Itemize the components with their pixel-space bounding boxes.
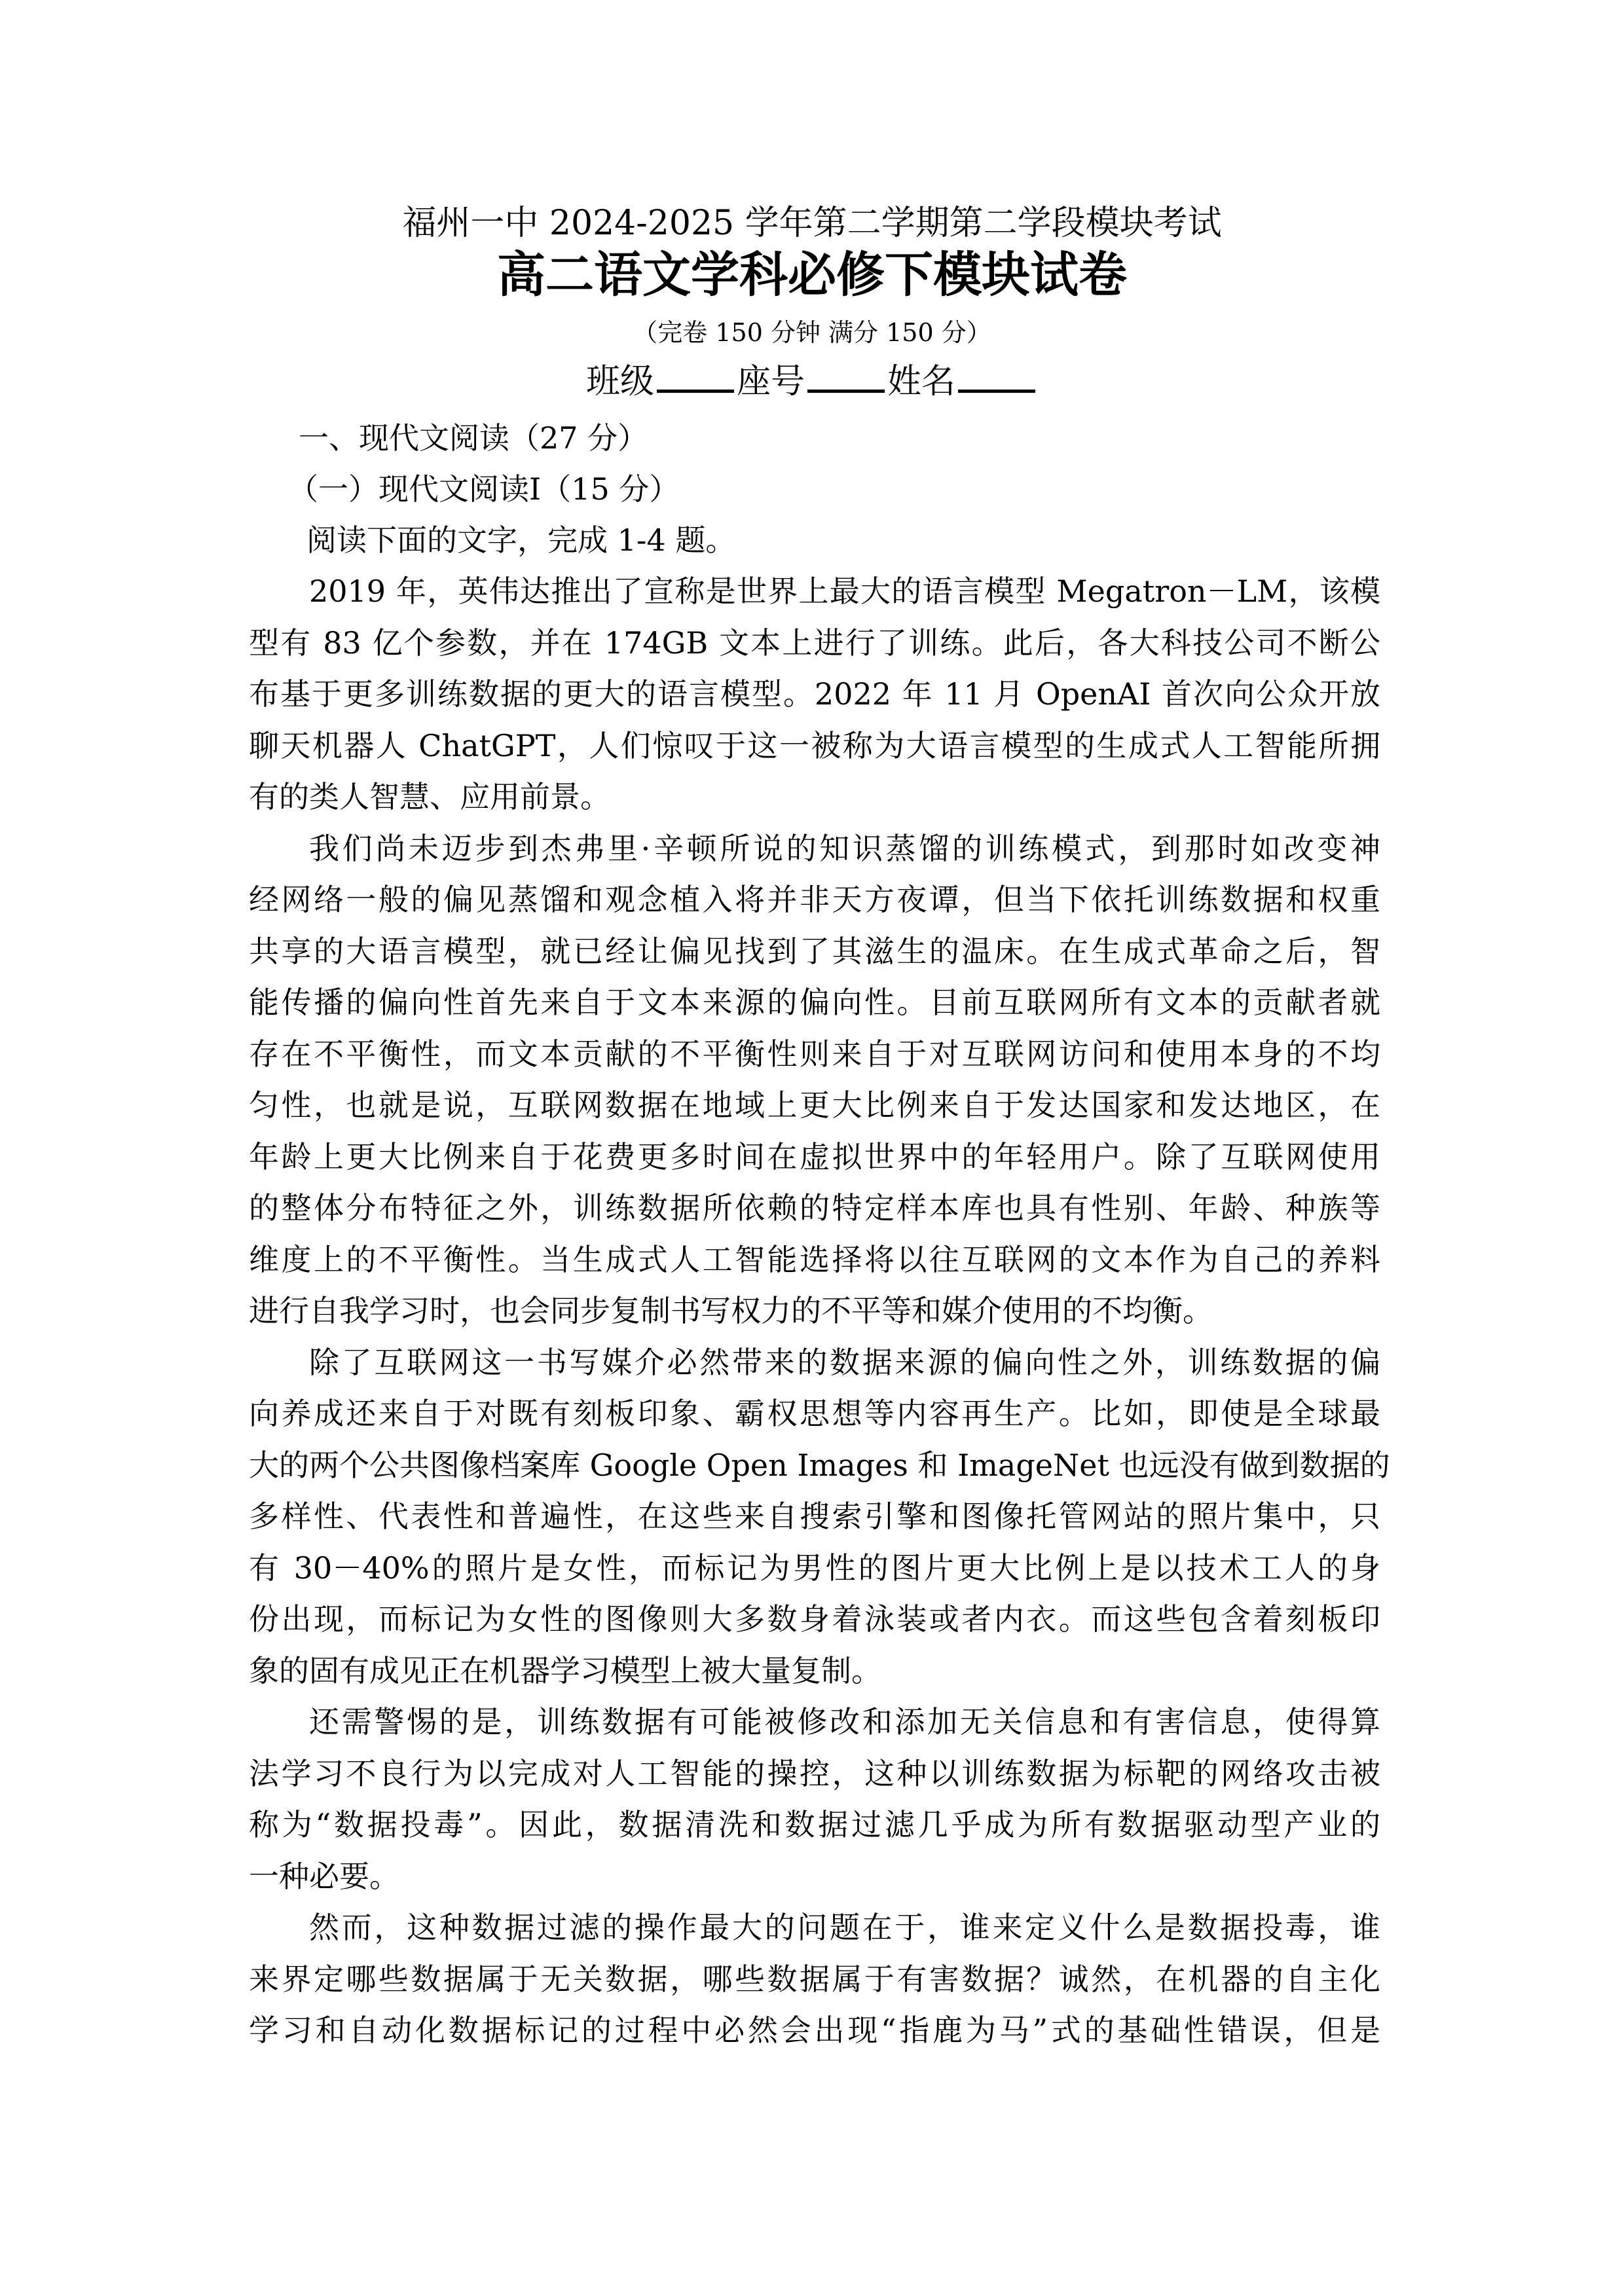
passage-line: 我们尚未迈步到杰弗里·辛顿所说的知识蒸馏的训练模式，到那时如改变神 bbox=[309, 830, 1380, 866]
instruction: 阅读下面的文字，完成 1-4 题。 bbox=[306, 522, 736, 558]
seat-number-blank[interactable] bbox=[807, 359, 885, 393]
passage-line: 布基于更多训练数据的更大的语言模型。2022 年 11 月 OpenAI 首次向公众开放 bbox=[249, 676, 1380, 712]
name-blank[interactable] bbox=[958, 359, 1035, 393]
passage-line: 除了互联网这一书写媒介必然带来的数据来源的偏向性之外，训练数据的偏 bbox=[309, 1344, 1380, 1380]
passage-line: 有 30－40%的照片是女性，而标记为男性的图片更大比例上是以技术工人的身 bbox=[249, 1550, 1380, 1586]
passage-line: 来界定哪些数据属于无关数据，哪些数据属于有害数据？诚然，在机器的自主化 bbox=[249, 1961, 1380, 1997]
passage-line: 能传播的偏向性首先来自于文本来源的偏向性。目前互联网所有文本的贡献者就 bbox=[249, 985, 1380, 1020]
passage-line: 的整体分布特征之外，训练数据所依赖的特定样本库也具有性别、年龄、种族等 bbox=[249, 1190, 1380, 1226]
passage-line: 维度上的不平衡性。当生成式人工智能选择将以往互联网的文本作为自己的养料 bbox=[249, 1241, 1380, 1277]
passage-line: 进行自我学习时，也会同步复制书写权力的不平等和媒介使用的不均衡。 bbox=[249, 1293, 1213, 1328]
class-blank[interactable] bbox=[657, 359, 734, 393]
class-label: 班级 bbox=[585, 362, 654, 401]
passage-line: 份出现，而标记为女性的图像则大多数身着泳装或者内衣。而这些包含着刻板印 bbox=[249, 1601, 1380, 1637]
passage-line: 还需警惕的是，训练数据有可能被修改和添加无关信息和有害信息，使得算 bbox=[309, 1704, 1380, 1740]
passage-paragraph bbox=[249, 1902, 1380, 2056]
passage-line: 法学习不良行为以完成对人工智能的操控，这种以训练数据为标靶的网络攻击被 bbox=[249, 1755, 1380, 1791]
exam-duration-score: （完卷 150 分钟 满分 150 分） bbox=[633, 318, 991, 347]
passage-line: 经网络一般的偏见蒸馏和观念植入将并非天方夜谭，但当下依托训练数据和权重 bbox=[249, 882, 1380, 917]
passage-line: 聊天机器人 ChatGPT，人们惊叹于这一被称为大语言模型的生成式人工智能所拥 bbox=[249, 727, 1380, 763]
passage-line: 向养成还来自于对既有刻板印象、霸权思想等内容再生产。比如，即使是全球最 bbox=[249, 1396, 1380, 1431]
passage-paragraph bbox=[249, 1337, 1390, 1697]
passage-line: 称为“数据投毒”。因此，数据清洗和数据过滤几乎成为所有数据驱动型产业的 bbox=[249, 1807, 1380, 1842]
paper-title: 高二语文学科必修下模块试卷 bbox=[497, 247, 1127, 303]
section-heading: 一、现代文阅读（27 分） bbox=[299, 420, 648, 456]
passage-line: 存在不平衡性，而文本贡献的不平衡性则来自于对互联网访问和使用本身的不均 bbox=[249, 1036, 1380, 1072]
passage-line: 大的两个公共图像档案库 Google Open Images 和 ImageNet 也远没有做到数据的 bbox=[249, 1447, 1390, 1483]
passage-line: 年龄上更大比例来自于花费更多时间在虚拟世界中的年轻用户。除了互联网使用 bbox=[249, 1139, 1380, 1175]
passage-line: 2019 年，英伟达推出了宣称是世界上最大的语言模型 Megatron－LM，该模 bbox=[309, 574, 1380, 609]
student-info-fields bbox=[0, 359, 1624, 405]
passage-line: 然而，这种数据过滤的操作最大的问题在于，谁来定义什么是数据投毒，谁 bbox=[309, 1910, 1380, 1945]
passage-line: 多样性、代表性和普遍性，在这些来自搜索引擎和图像托管网站的照片集中，只 bbox=[249, 1499, 1380, 1534]
passage-line: 共享的大语言模型，就已经让偏见找到了其滋生的温床。在生成式革命之后，智 bbox=[249, 933, 1380, 969]
reading-passage bbox=[249, 566, 1390, 2056]
passage-line: 象的固有成见正在机器学习模型上被大量复制。 bbox=[249, 1652, 881, 1688]
reading-section bbox=[249, 412, 1390, 2056]
school-exam-line: 福州一中 2024-2025 学年第二学期第二学段模块考试 bbox=[402, 204, 1222, 243]
passage-paragraph bbox=[249, 566, 1380, 823]
seat-number-label: 座号 bbox=[736, 362, 805, 401]
subsection-heading: （一）现代文阅读Ⅰ（15 分） bbox=[288, 471, 680, 507]
passage-line: 有的类人智慧、应用前景。 bbox=[249, 779, 610, 814]
passage-paragraph bbox=[249, 823, 1380, 1337]
passage-line: 匀性，也就是说，互联网数据在地域上更大比例来自于发达国家和发达地区，在 bbox=[249, 1087, 1380, 1123]
passage-line: 型有 83 亿个参数，并在 174GB 文本上进行了训练。此后，各大科技公司不断公 bbox=[249, 625, 1380, 661]
passage-line: 学习和自动化数据标记的过程中必然会出现“指鹿为马”式的基础性错误，但是 bbox=[249, 2013, 1380, 2048]
name-label: 姓名 bbox=[887, 362, 956, 401]
passage-line: 一种必要。 bbox=[249, 1858, 399, 1894]
passage-paragraph bbox=[249, 1696, 1380, 1902]
